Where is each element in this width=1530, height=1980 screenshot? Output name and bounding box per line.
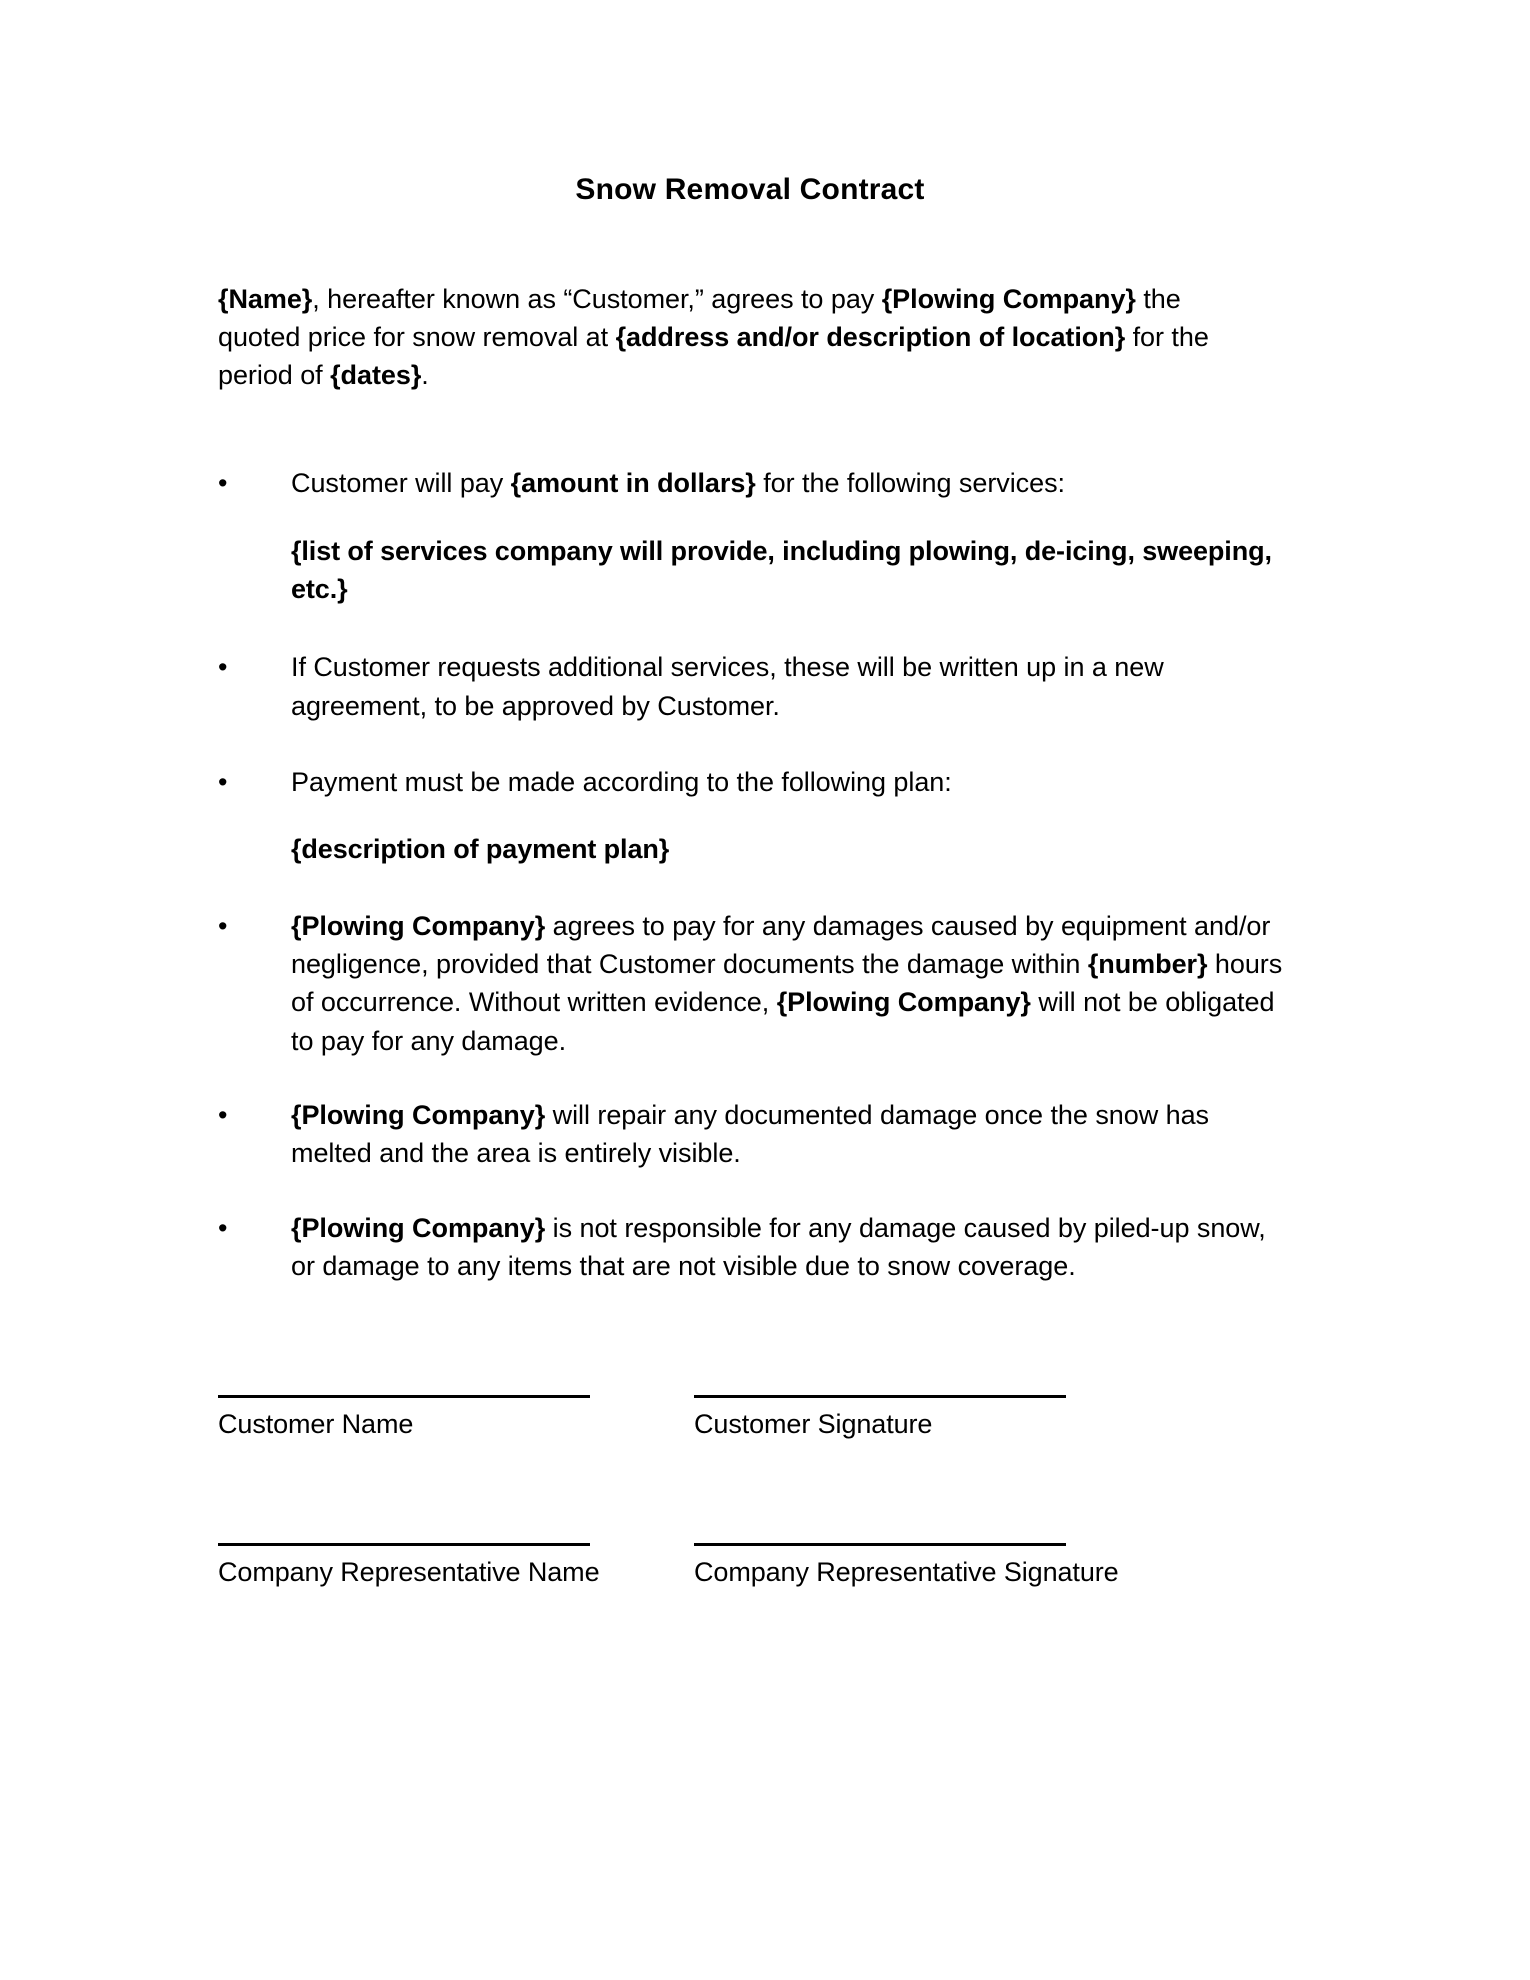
bullet-text-4c: will not be obligated to pay for any damage. (291, 987, 1275, 1056)
bullet-text-2: If Customer requests additional services, these will be written up in a new agreement, to be approved by Customer. (291, 652, 1164, 721)
intro-paragraph (218, 208, 1263, 395)
intro-text-4: . (421, 360, 429, 391)
signature-field-company-rep-signature[interactable] (694, 1543, 1282, 1590)
bullet-point-icon: • (218, 652, 228, 683)
page-title: Snow Removal Contract (575, 173, 925, 206)
bullet-point-icon: • (218, 767, 228, 798)
signature-row-company (218, 1543, 1282, 1590)
signature-area (218, 1285, 1282, 1589)
bullet-text-1b: for the following services: (755, 468, 1065, 499)
bullet-item (218, 648, 1291, 725)
list-item-payment-plan (218, 763, 1282, 869)
bullet-text-1a: Customer will pay (291, 468, 511, 499)
placeholder-plowing-company-3: {Plowing Company} (776, 987, 1031, 1018)
intro-text-2: the quoted price for snow removal at (218, 283, 1181, 352)
bullet-item (218, 907, 1291, 1060)
bullet-item (218, 1209, 1291, 1286)
list-item-damages-liability (218, 907, 1282, 1060)
placeholder-plowing-company-1: {Plowing Company} (881, 283, 1136, 314)
list-item-repair-after-melt (218, 1096, 1282, 1173)
placeholder-name: {Name} (218, 283, 313, 314)
sub-paragraph-payment-plan: {description of payment plan} (291, 834, 670, 865)
document-body (218, 0, 1282, 1590)
bullet-point-icon: • (218, 1212, 228, 1243)
signature-field-company-rep-name[interactable] (218, 1543, 694, 1590)
bullet-point-icon: • (218, 1100, 228, 1131)
bullet-point-icon: • (218, 468, 228, 499)
signature-row-customer (218, 1395, 1282, 1442)
contract-terms-list (218, 464, 1282, 1285)
placeholder-address: {address and/or description of location} (615, 321, 1126, 352)
placeholder-number: {number} (1087, 949, 1208, 980)
bullet-item (218, 464, 1291, 502)
intro-text-3: for the period of (218, 321, 1209, 391)
signature-field-customer-name[interactable] (218, 1395, 694, 1442)
bullet-point-icon: • (218, 910, 228, 941)
bullet-text-6: is not responsible for any damage caused by piled-up snow, or damage to any items that are not visible due to snow coverage. (291, 1212, 1266, 1282)
placeholder-plowing-company-5: {Plowing Company} (291, 1212, 546, 1243)
bullet-item (218, 1096, 1291, 1173)
bullet-text-4b: hours of occurrence. Without written evidence, (291, 949, 1283, 1018)
bullet-item (218, 763, 1291, 801)
sub-paragraph-services-list: {list of services company will provide, including plowing, de-icing, sweeping, etc.} (291, 535, 1272, 605)
signature-field-customer-signature[interactable] (694, 1395, 1282, 1442)
placeholder-amount: {amount in dollars} (510, 468, 756, 499)
bullet-text-5: will repair any documented damage once the snow has melted and the area is entirely visible. (291, 1100, 1209, 1169)
intro-text-1: , hereafter known as “Customer,” agrees to pay (312, 283, 882, 314)
bullet-text-3: Payment must be made according to the following plan: (291, 767, 952, 798)
bullet-text-4a: agrees to pay for any damages caused by equipment and/or negligence, provided that Customer documents the damage within (291, 910, 1271, 980)
placeholder-plowing-company-4: {Plowing Company} (291, 1100, 546, 1131)
placeholder-plowing-company-2: {Plowing Company} (291, 910, 546, 941)
list-item-piled-snow-exclusion (218, 1209, 1282, 1286)
signature-label: Company Representative Name (218, 1556, 600, 1587)
placeholder-dates: {dates} (330, 360, 422, 391)
list-item-additional-services (218, 648, 1282, 725)
signature-label: Customer Signature (694, 1409, 933, 1440)
signature-label: Company Representative Signature (694, 1556, 1119, 1587)
list-item-payment-amount (218, 464, 1282, 608)
signature-label: Customer Name (218, 1409, 414, 1440)
